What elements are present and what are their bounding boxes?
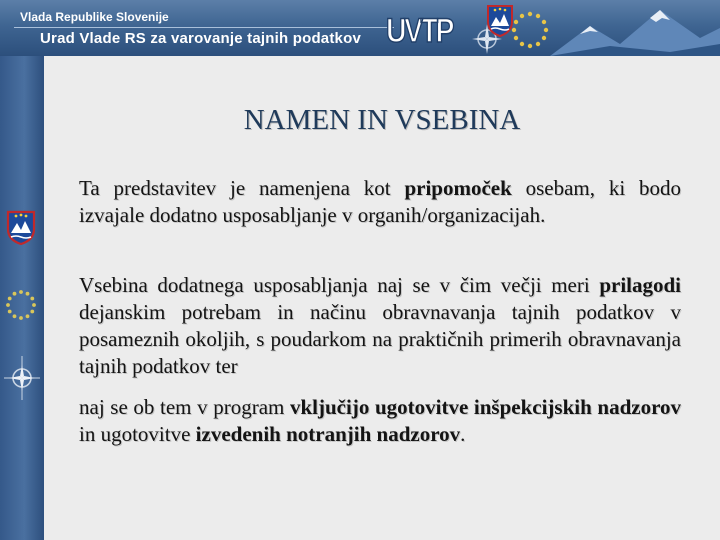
paragraph-content	[79, 272, 681, 380]
paragraph-text: dejanskim potrebam in načinu obravnavanja tajnih podatkov v posameznih okoljih, s poudarkom na praktičnih primerih obravnavanja tajnih podatkov ter	[79, 300, 681, 378]
header-divider	[14, 27, 394, 28]
nato-compass-icon	[4, 356, 40, 400]
uvtp-logo-text: UVTP	[386, 12, 454, 50]
paragraph-text: in ugotovitve	[79, 422, 196, 446]
paragraph-inspections	[79, 394, 681, 448]
paragraph-bold-text: pripomoček	[404, 176, 512, 200]
org-title: Urad Vlade RS za varovanje tajnih podatkov	[40, 30, 361, 47]
paragraph-text: Ta predstavitev je namenjena kot	[79, 176, 405, 200]
paragraph-text: naj se ob tem v program	[79, 395, 290, 419]
mountains-icon	[550, 4, 720, 56]
uvtp-logo	[384, 4, 454, 52]
eu-stars-icon	[4, 288, 38, 322]
left-sidebar	[0, 56, 44, 540]
paragraph-text: osebam, ki bodo izvajale dodatno usposabljanje v organih/organizacijah.	[79, 176, 682, 227]
paragraph-text: Vsebina dodatnega usposabljanja naj se v čim večji meri	[79, 273, 600, 297]
paragraph-purpose	[79, 175, 681, 229]
eu-stars-icon	[508, 8, 552, 52]
header-banner	[0, 0, 720, 56]
paragraph-bold-text: vključijo ugotovitve inšpekcijskih nadzorov	[290, 395, 682, 419]
slovenia-coat-of-arms-icon	[6, 210, 36, 246]
org-small-title: Vlada Republike Slovenije	[20, 10, 169, 24]
paragraph-bold-text: izvedenih notranjih nadzorov	[195, 422, 461, 446]
slide-title: NAMEN IN VSEBINA	[243, 104, 521, 136]
slide-content	[44, 56, 720, 540]
paragraph-text: .	[460, 422, 466, 446]
paragraph-bold-text: prilagodi	[599, 273, 681, 297]
